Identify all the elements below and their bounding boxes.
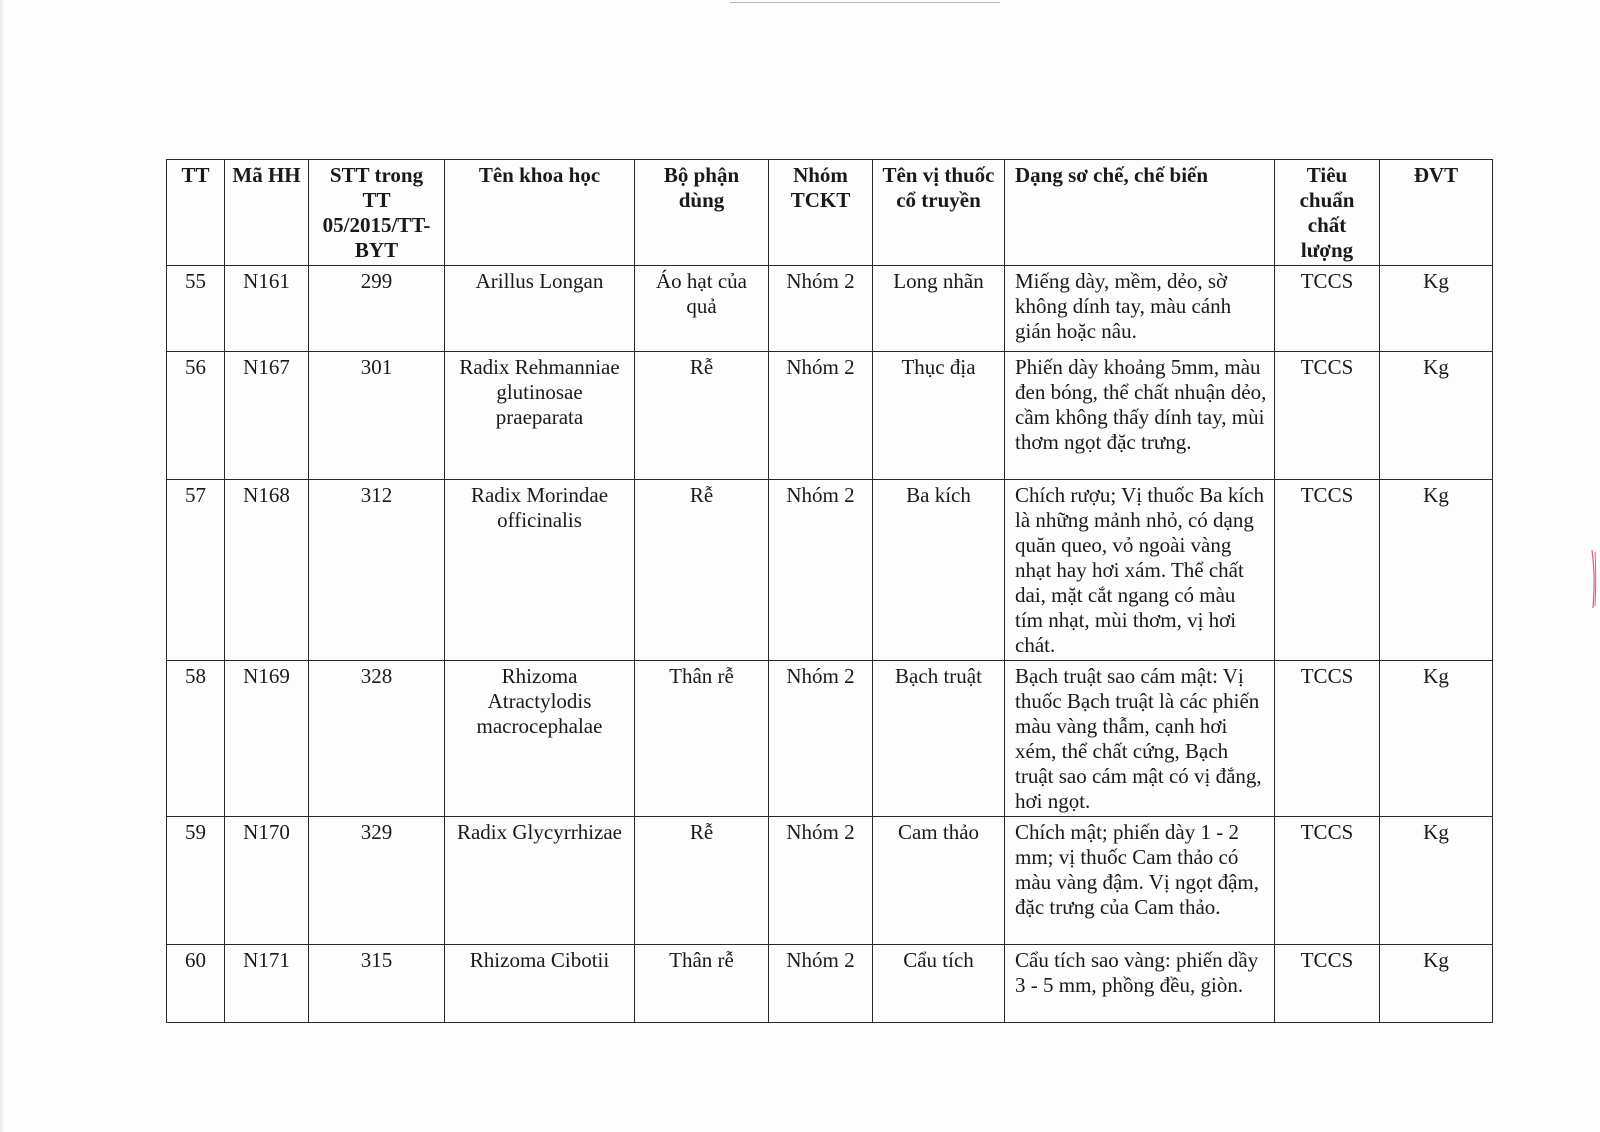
cell-ten-khoa-hoc: Rhizoma Atractylodis macrocephalae [445, 661, 635, 817]
cell-stt: 312 [309, 480, 445, 661]
cell-ten-vi-thuoc: Bạch truật [873, 661, 1005, 817]
cell-dang-so-che: Cẩu tích sao vàng: phiến dầy 3 - 5 mm, phồng đều, giòn. [1005, 945, 1275, 1023]
cell-dvt: Kg [1380, 945, 1493, 1023]
cell-ten-vi-thuoc: Thục địa [873, 352, 1005, 480]
header-nhom-tckt: Nhóm TCKT [769, 160, 873, 266]
header-stt-trong-tt: STT trong TT 05/2015/TT-BYT [309, 160, 445, 266]
cell-dang-so-che: Miếng dày, mềm, dẻo, sờ không dính tay, màu cánh gián hoặc nâu. [1005, 266, 1275, 352]
cell-tt: 56 [167, 352, 225, 480]
cell-dang-so-che: Bạch truật sao cám mật: Vị thuốc Bạch truật là các phiến màu vàng thẫm, cạnh hơi xém, thể chất cứng, Bạch truật sao cám mật có vị đắng, hơi ngọt. [1005, 661, 1275, 817]
cell-dvt: Kg [1380, 352, 1493, 480]
cell-ten-vi-thuoc: Long nhãn [873, 266, 1005, 352]
cell-dang-so-che: Chích rượu; Vị thuốc Ba kích là những mảnh nhỏ, có dạng quăn queo, vỏ ngoài vàng nhạt hay hơi xám. Thể chất dai, mặt cắt ngang có màu tím nhạt, mùi thơm, vị hơi chát. [1005, 480, 1275, 661]
cell-tt: 57 [167, 480, 225, 661]
table-row [167, 480, 1493, 661]
cell-ma-hh: N170 [225, 817, 309, 945]
cell-nhom: Nhóm 2 [769, 266, 873, 352]
cell-bo-phan: Áo hạt của quả [635, 266, 769, 352]
table-row [167, 352, 1493, 480]
cell-dvt: Kg [1380, 266, 1493, 352]
cell-stt: 299 [309, 266, 445, 352]
cell-stt: 315 [309, 945, 445, 1023]
header-ten-khoa-hoc: Tên khoa học [445, 160, 635, 266]
cell-ma-hh: N171 [225, 945, 309, 1023]
cell-tieu-chuan: TCCS [1275, 352, 1380, 480]
header-ten-vi-thuoc: Tên vị thuốc cổ truyền [873, 160, 1005, 266]
cell-ten-khoa-hoc: Radix Rehmanniae glutinosae praeparata [445, 352, 635, 480]
cell-tt: 60 [167, 945, 225, 1023]
cell-dvt: Kg [1380, 817, 1493, 945]
cell-stt: 328 [309, 661, 445, 817]
cell-dvt: Kg [1380, 480, 1493, 661]
cell-bo-phan: Thân rễ [635, 661, 769, 817]
cell-nhom: Nhóm 2 [769, 817, 873, 945]
header-tt: TT [167, 160, 225, 266]
cell-ten-khoa-hoc: Radix Morindae officinalis [445, 480, 635, 661]
cell-stt: 301 [309, 352, 445, 480]
cell-ma-hh: N167 [225, 352, 309, 480]
cell-ma-hh: N168 [225, 480, 309, 661]
cell-nhom: Nhóm 2 [769, 352, 873, 480]
cell-ten-khoa-hoc: Rhizoma Cibotii [445, 945, 635, 1023]
cell-dang-so-che: Chích mật; phiến dày 1 - 2 mm; vị thuốc Cam thảo có màu vàng đậm. Vị ngọt đậm, đặc trưng của Cam thảo. [1005, 817, 1275, 945]
header-dang-so-che: Dạng sơ chế, chế biến [1005, 160, 1275, 266]
header-tieu-chuan: Tiêu chuẩn chất lượng [1275, 160, 1380, 266]
cell-dvt: Kg [1380, 661, 1493, 817]
cell-tieu-chuan: TCCS [1275, 817, 1380, 945]
cell-tieu-chuan: TCCS [1275, 266, 1380, 352]
table-row [167, 266, 1493, 352]
cell-bo-phan: Thân rễ [635, 945, 769, 1023]
header-dvt: ĐVT [1380, 160, 1493, 266]
table-row [167, 661, 1493, 817]
cell-ten-khoa-hoc: Radix Glycyrrhizae [445, 817, 635, 945]
cell-dang-so-che: Phiến dày khoảng 5mm, màu đen bóng, thể chất nhuận dẻo, cầm không thấy dính tay, mùi thơm ngọt đặc trưng. [1005, 352, 1275, 480]
cell-tt: 55 [167, 266, 225, 352]
cell-tt: 59 [167, 817, 225, 945]
cell-bo-phan: Rễ [635, 817, 769, 945]
scan-left-edge [0, 0, 4, 1132]
header-ma-hh: Mã HH [225, 160, 309, 266]
cell-ma-hh: N161 [225, 266, 309, 352]
scan-top-rule [730, 2, 1000, 3]
header-bo-phan-dung: Bộ phận dùng [635, 160, 769, 266]
cell-ten-vi-thuoc: Cẩu tích [873, 945, 1005, 1023]
cell-ten-khoa-hoc: Arillus Longan [445, 266, 635, 352]
table-row [167, 945, 1493, 1023]
cell-bo-phan: Rễ [635, 480, 769, 661]
cell-ten-vi-thuoc: Ba kích [873, 480, 1005, 661]
margin-pen-mark [1591, 548, 1597, 610]
cell-tieu-chuan: TCCS [1275, 661, 1380, 817]
cell-tt: 58 [167, 661, 225, 817]
cell-bo-phan: Rễ [635, 352, 769, 480]
cell-ten-vi-thuoc: Cam thảo [873, 817, 1005, 945]
cell-nhom: Nhóm 2 [769, 945, 873, 1023]
cell-nhom: Nhóm 2 [769, 661, 873, 817]
herbal-materials-table [166, 159, 1493, 1023]
header-row [167, 160, 1493, 266]
cell-tieu-chuan: TCCS [1275, 480, 1380, 661]
table-row [167, 817, 1493, 945]
cell-stt: 329 [309, 817, 445, 945]
cell-nhom: Nhóm 2 [769, 480, 873, 661]
cell-tieu-chuan: TCCS [1275, 945, 1380, 1023]
cell-ma-hh: N169 [225, 661, 309, 817]
